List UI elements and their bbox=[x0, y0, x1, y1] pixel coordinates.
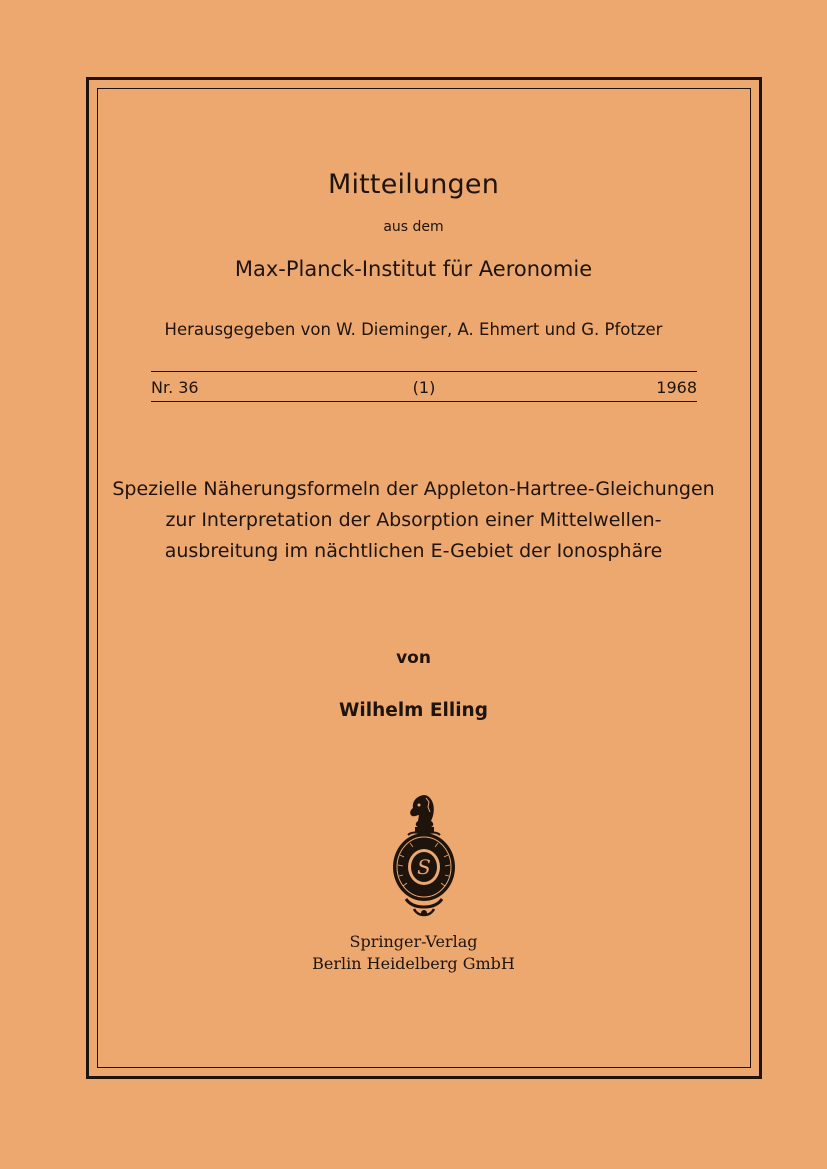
issue-row bbox=[151, 376, 697, 398]
issue-rule-top bbox=[151, 371, 697, 372]
institute-name: Max-Planck-Institut für Aeronomie bbox=[234, 257, 593, 281]
editors-line: Herausgegeben von W. Dieminger, A. Ehmert und G. Pfotzer bbox=[164, 320, 663, 339]
springer-knight-logo-icon bbox=[388, 793, 460, 921]
issue-year: 1968 bbox=[656, 378, 697, 397]
inner-border-frame bbox=[97, 88, 751, 1068]
issue-number: Nr. 36 bbox=[151, 378, 199, 397]
work-title-line: Spezielle Näherungsformeln der Appleton-Hartree-Gleichungen bbox=[112, 478, 715, 500]
series-title: Mitteilungen bbox=[327, 169, 500, 200]
publisher-place: Berlin Heidelberg GmbH bbox=[312, 954, 515, 973]
work-title bbox=[0, 474, 827, 567]
publisher-name: Springer-Verlag bbox=[349, 932, 478, 951]
work-title-line: zur Interpretation der Absorption einer Mittelwellen- bbox=[165, 509, 662, 531]
publisher-block bbox=[0, 931, 827, 975]
author-name: Wilhelm Elling bbox=[339, 700, 488, 721]
work-title-line: ausbreitung im nächtlichen E-Gebiet der Ionosphäre bbox=[164, 540, 663, 562]
svg-text:S: S bbox=[417, 855, 431, 879]
issue-rule-bottom bbox=[151, 401, 697, 402]
series-aus-dem: aus dem bbox=[383, 219, 444, 235]
von-label: von bbox=[396, 648, 431, 668]
issue-part: (1) bbox=[412, 378, 436, 397]
